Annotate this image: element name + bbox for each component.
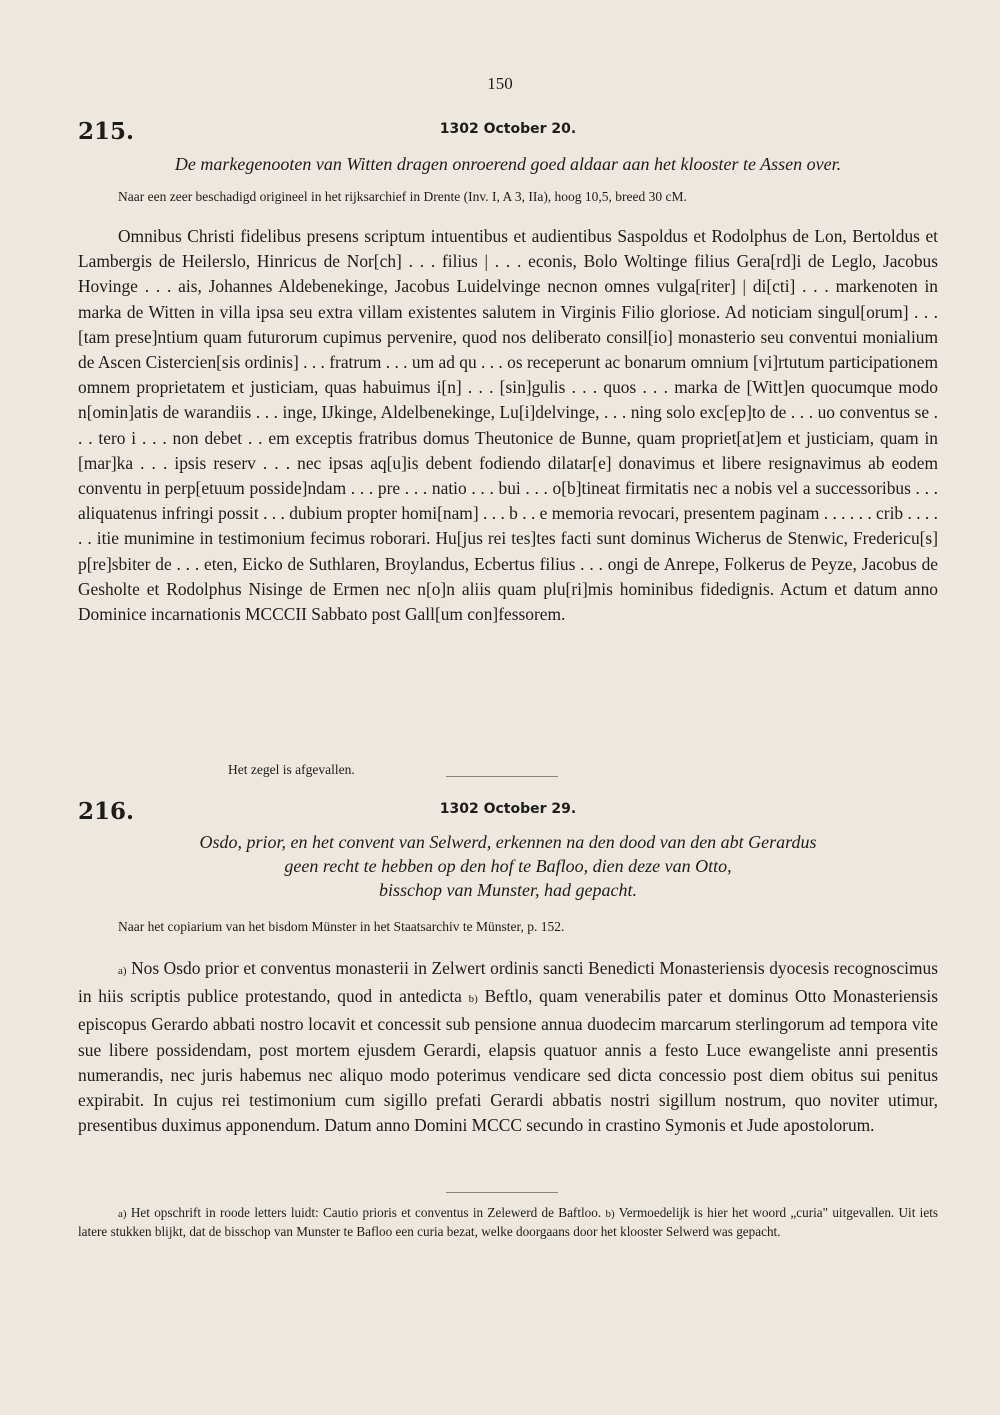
footnote-mark-a: a)	[118, 1208, 127, 1220]
charter-date: 1302 October 29.	[439, 801, 577, 817]
footnote-mark-b: b)	[605, 1208, 615, 1220]
footnote-text: Het opschrift in roode letters luidt: Cautio prioris et conventus in Zelewerd de Baftloo.	[126, 1205, 606, 1220]
summary-line: geen recht te hebben op den hof te Bafloo, dien deze van Otto,	[284, 856, 732, 876]
charter-216-header	[78, 798, 938, 828]
charter-216-summary	[78, 830, 938, 902]
section-divider	[446, 776, 558, 777]
charter-date: 1302 October 20.	[439, 121, 577, 137]
summary-line: Osdo, prior, en het convent van Selwerd, erkennen na den dood van den abt Gerardus	[199, 832, 817, 852]
footnotes	[78, 1204, 938, 1241]
charter-215-text: Omnibus Christi fidelibus presens scriptum intuentibus et audientibus Saspoldus et Rodolphus de Lon, Bertoldus et Lambergis de Heilerslo, Hinricus de Nor[ch] . . . filius | . . . econis, Bolo Woltinge filius Gera[rd]i de Leglo, Jacobus Hovinge . . . ais, Johannes Aldebenekinge, Jacobus Luidelvinge necnon omnes vulga[riter] | di[cti] . . . markenoten in marka de Witten in villa ipsa seu extra villam existentes salutem in Virginis Filio gloriose. Ad noticiam singul[orum] . . . [tam prese]ntium quam futurorum cupimus pervenire, quod nos deliberato consil[io] monasterio seu conventui monialium de Ascen Cistercien[sis ordinis] . . . fratrum . . . um ad qu . . . os receperunt ac bonarum omnium [vi]rtutum participationem omnem proprietatem et justiciam, quas habuimus i[n] . . . [sin]gulis . . . quos . . . marka de [Witt]en quocumque modo n[omin]atis de warandiis . . . inge, IJkinge, Aldelbenekinge, Lu[i]delvinge, . . . ning solo exc[ep]to de . . . uo conventus se . . . tero i . . . non debet . . em exceptis fratribus domus Theutonice de Bunne, quam propriet[at]em et justiciam, quam in [mar]ka . . . ipsis reserv . . . nec ipsas aq[u]is debent fodiendo dilatar[e] donavimus et libere resignavimus ab eodem conventu in perp[etuum posside]ndam . . . pre . . . natio . . . bui . . . o[b]tineat firmitatis nec a nobis vel a successoribus . . . aliquatenus infringi possit . . . dubium propter homi[nam] . . . b . . e memoria revocari, presentem paginam . . . . . . crib . . . . . . itie munimine in testimonium fecimus roborari. Hu[jus rei tes]tes facti sunt dominus Wicherus de Stenwic, Fredericu[s] p[re]sbiter de . . . eten, Eicko de Suthlaren, Broylandus, Ecbertus filius . . . ongi de Anrepe, Folkerus de Peyze, Jacobus de Gesholte et Rodolphus Nisinge de Ermen nec n[o]n aliis quam plu[ri]mis hominibus fidedignis. Actum et datum anno Dominice incarnationis MCCCII Sabbato post Gall[um con]fessorem.	[78, 226, 938, 625]
charter-216-source-note: Naar het copiarium van het bisdom Münster in het Staatsarchiv te Münster, p. 152.	[118, 919, 565, 934]
summary-line: bisschop van Munster, had gepacht.	[379, 880, 637, 900]
page-number: 150	[487, 74, 513, 93]
footnote-text: Vermoedelijk is hier het woord „curia" uitgevallen. Uit iets latere stukken blijkt, dat de bisschop van Munster te Bafloo een curia bezat, welke doorgaans door het klooster Selwerd was gepacht.	[78, 1205, 938, 1239]
charter-215-summary: De markegenooten van Witten dragen onroerend goed aldaar aan het klooster te Assen over.	[174, 154, 842, 174]
charter-text-part: Nos Osdo prior et conventus monasterii in Zelwert ordinis sancti Benedicti Monasteriensis dyocesis recognoscimus in hiis scriptis publice protestando, quod in antedicta	[78, 958, 938, 1007]
footnote-mark-b: b)	[468, 993, 478, 1006]
charter-number: 215.	[78, 118, 135, 145]
seal-note: Het zegel is afgevallen.	[228, 762, 355, 777]
charter-number: 216.	[78, 798, 135, 825]
charter-216-text	[78, 956, 938, 1138]
charter-text-part: Beftlo, quam venerabilis pater et dominus Otto Monasteriensis episcopus Gerardo abbati nostro locavit et concessit sub pensione annua duodecim marcarum sterlingorum ad tempora vite sue libere possidendam, post mortem ejusdem Gerardi, elapsis quatuor annis a festo Luce ewangeliste anni presentis numerandis, nec juris habemus nec aliquo modo poterimus vendicare sed dicta concessio post diem obitus sui penitus expirabit. In cujus rei testimonium cum sigillo prefati Gerardi abbatis nostri sigillum nostrum, quo noviter utimur, presentibus duximus apponendum. Datum anno Domini MCCC secundo in crastino Symonis et Jude apostolorum.	[78, 986, 938, 1136]
charter-215-source-note: Naar een zeer beschadigd origineel in het rijksarchief in Drente (Inv. I, A 3, IIa), hoog 10,5, breed 30 cM.	[118, 189, 687, 204]
footnote-divider	[446, 1192, 558, 1193]
charter-215-header	[78, 118, 938, 148]
footnote-mark-a: a)	[118, 965, 127, 977]
